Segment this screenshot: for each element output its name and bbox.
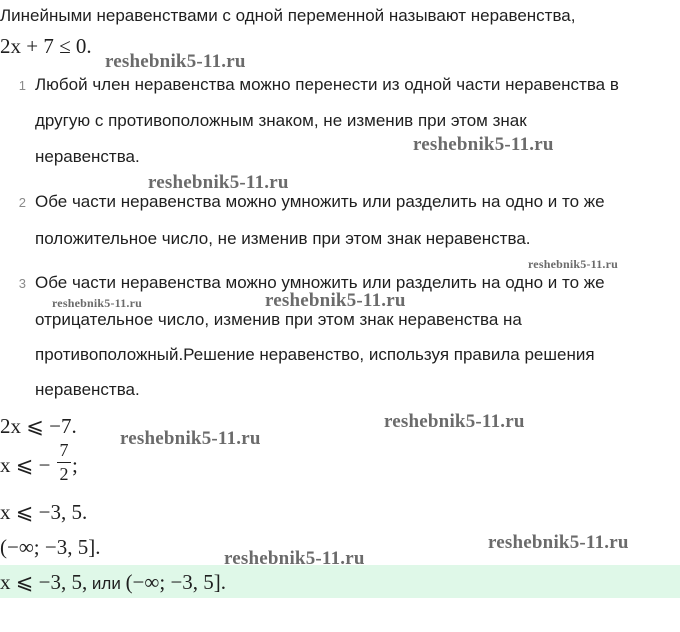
watermark: reshebnik5-11.ru [105, 51, 246, 72]
watermark: reshebnik5-11.ru [120, 428, 261, 449]
rule-1-line-1: Любой член неравенства можно перенести из одной части неравенства в [35, 75, 619, 94]
solution-step-1: 2x ⩽ −7. [0, 414, 77, 438]
rule-2-line-1: Обе части неравенства можно умножить или разделить на одно и то же [35, 192, 605, 211]
solution-step-3: x ⩽ −3, 5. [0, 500, 88, 524]
watermark: reshebnik5-11.ru [52, 296, 142, 310]
fraction-bar [57, 462, 71, 463]
answer-conjunction: или [87, 574, 126, 593]
rule-1-line-2: другую с противоположным знаком, не изменив при этом знак [35, 111, 527, 130]
rule-1-line-3: неравенства. [35, 147, 140, 166]
watermark: reshebnik5-11.ru [224, 548, 365, 569]
fraction-numerator: 7 [59, 440, 69, 460]
watermark: reshebnik5-11.ru [413, 134, 554, 155]
solution-step-4: (−∞; −3, 5]. [0, 535, 101, 559]
rule-2-number: 2 [18, 195, 26, 210]
answer-line [0, 569, 226, 595]
watermark: reshebnik5-11.ru [384, 411, 525, 432]
watermark: reshebnik5-11.ru [488, 532, 629, 553]
rule-3-line-1: Обе части неравенства можно умножить или разделить на одно и то же [35, 273, 605, 292]
solution-step-2-prefix: x ⩽ − [0, 453, 51, 477]
rule-2-line-2: положительное число, не изменив при этом знак неравенства. [35, 229, 531, 248]
rule-3-number: 3 [18, 276, 26, 291]
answer-interval: (−∞; −3, 5]. [125, 570, 227, 594]
answer-inequality: x ⩽ −3, 5, [0, 570, 88, 594]
solution-step-2-suffix: ; [72, 453, 78, 477]
rule-1-number: 1 [18, 78, 26, 93]
intro-example-math: 2x + 7 ≤ 0. [0, 34, 92, 58]
watermark: reshebnik5-11.ru [265, 290, 406, 311]
watermark: reshebnik5-11.ru [148, 172, 289, 193]
fraction-denominator: 2 [59, 464, 69, 484]
intro-text: Линейными неравенствами с одной переменной называют неравенства, [0, 6, 576, 25]
rule-3-line-2: отрицательное число, изменив при этом знак неравенства на [35, 310, 522, 329]
rule-3-line-3: противоположный.Решение неравенство, используя правила решения [35, 345, 595, 364]
rule-3-line-4: неравенства. [35, 380, 140, 399]
watermark: reshebnik5-11.ru [528, 257, 618, 271]
